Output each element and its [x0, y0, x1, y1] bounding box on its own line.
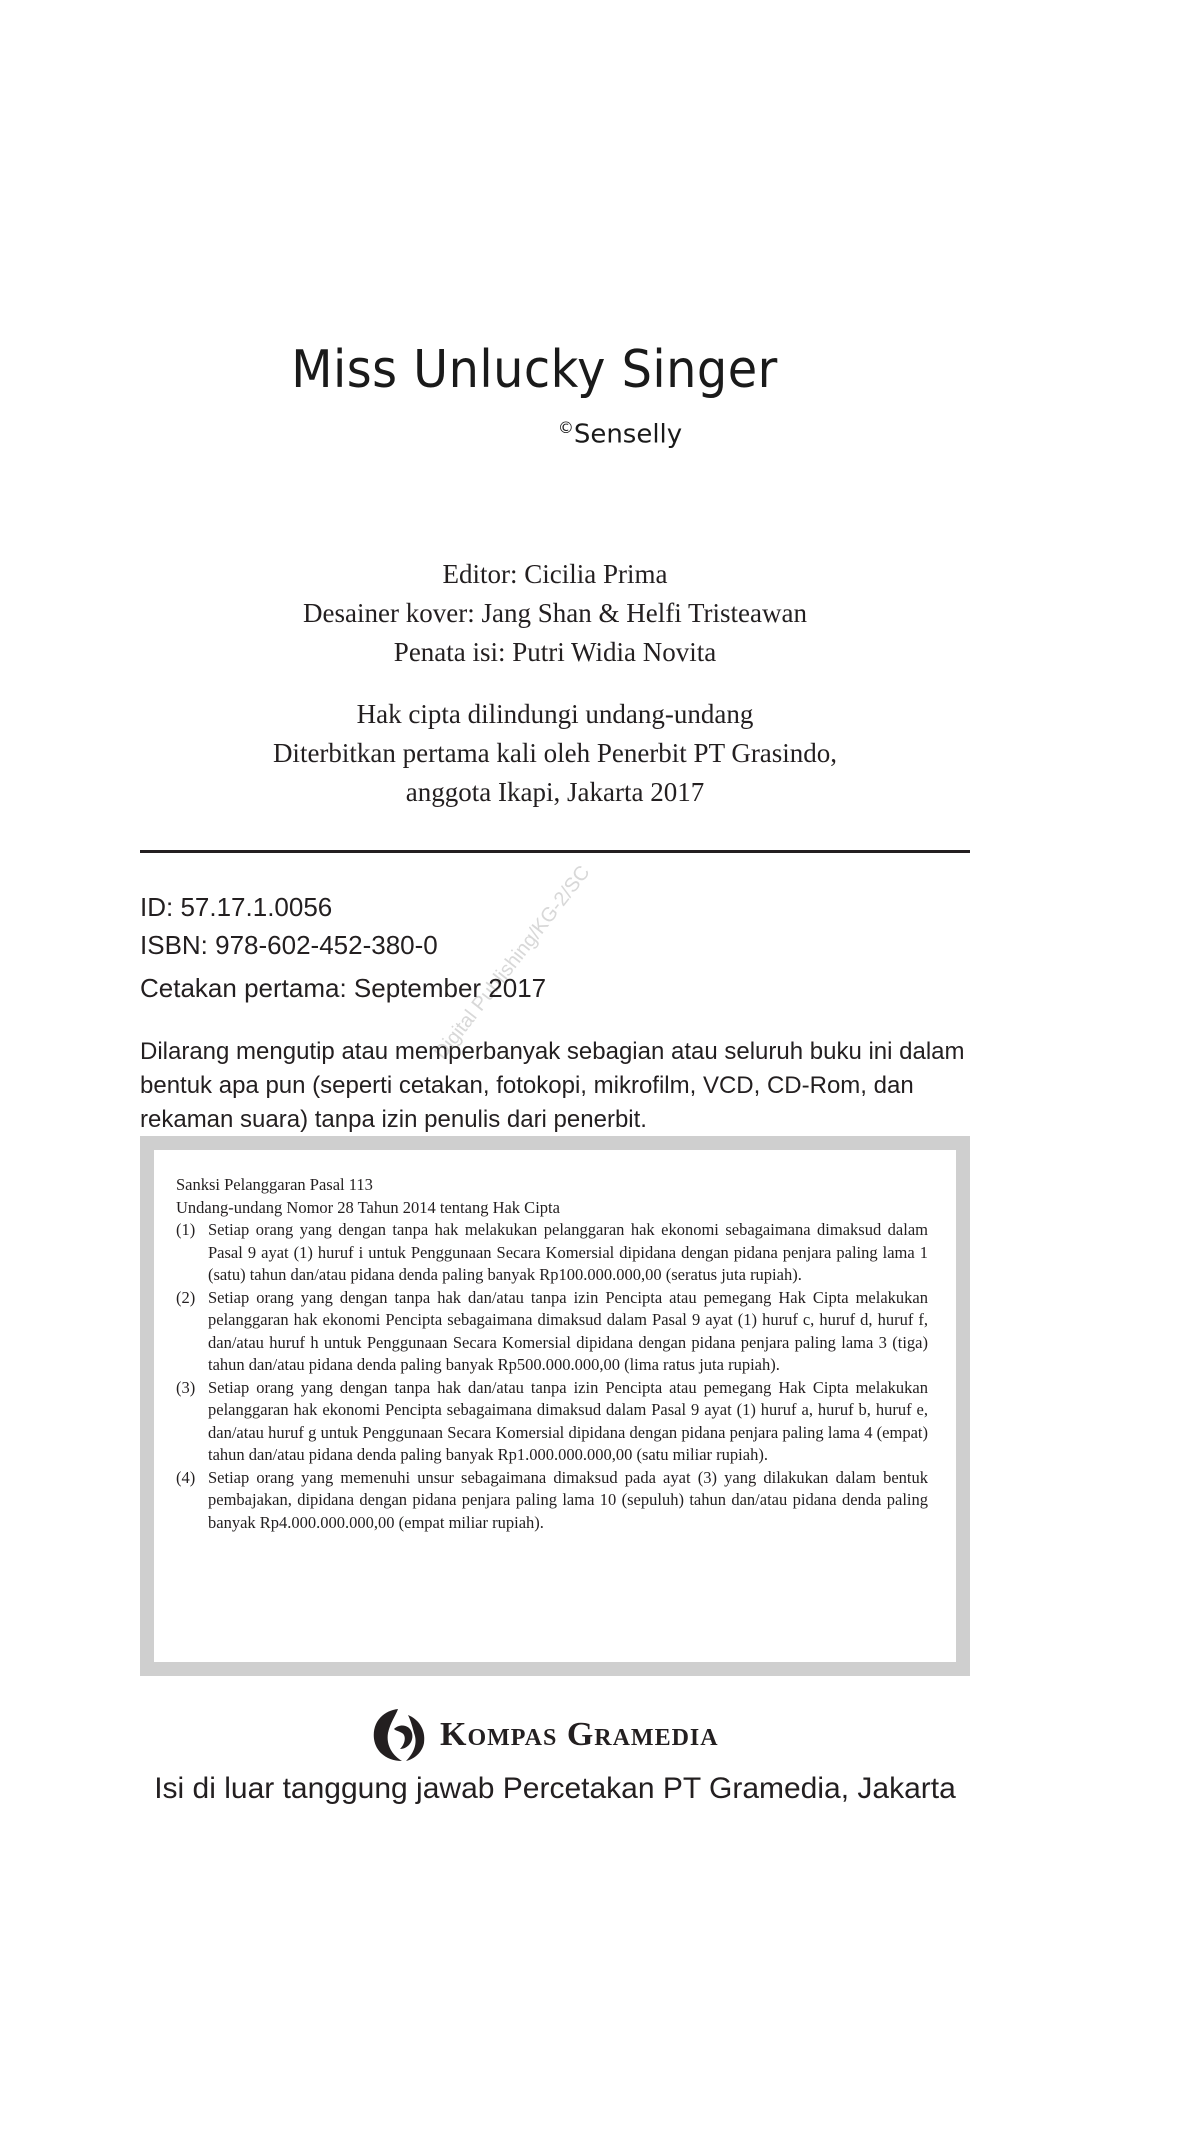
reproduction-notice: Dilarang mengutip atau memperbanyak sebagian atau seluruh buku ini dalam bentuk apa pun (seperti cetakan, fotokopi, mikrofilm, VCD, CD-Rom, dan rekaman suara) tanpa izin penulis dari penerbit. [140, 1038, 965, 1133]
sanctions-heading: Sanksi Pelanggaran Pasal 113 [176, 1175, 373, 1194]
copyright-symbol: © [557, 418, 574, 437]
publisher-line: Diterbitkan pertama kali oleh Penerbit PT Grasindo, [272, 738, 838, 768]
item-number: (2) [176, 1287, 196, 1307]
sanctions-law: Undang-undang Nomor 28 Tahun 2014 tentang Hak Cipta [176, 1197, 560, 1217]
kompas-gramedia-logo-icon [368, 1705, 430, 1765]
list-item [176, 1467, 928, 1535]
divider [140, 850, 970, 853]
credits-block [140, 555, 970, 672]
printer-disclaimer: Isi di luar tanggung jawab Percetakan PT Gramedia, Jakarta [154, 1772, 956, 1805]
list-item [176, 1287, 928, 1377]
sanctions-content [154, 1150, 956, 1662]
item-number: (1) [176, 1220, 196, 1239]
author-name: Senselly [573, 419, 683, 450]
book-id: ID: 57.17.1.0056 [140, 892, 333, 922]
item-text: Setiap orang yang dengan tanpa hak dan/atau tanpa izin Pencipta atau pemegang Hak Cipta melakukan pelanggaran hak ekonomi Pencipta sebagaimana dimaksud dalam Pasal 9 ayat (1) huruf a, huruf b, huruf e, dan/atau huruf g untuk Penggunaan Secara Komersial dipidana dengan pidana penjara paling lama 4 (empat) tahun dan/atau pidana denda paling banyak Rp1.000.000.000,00 (satu miliar rupiah). [208, 1377, 928, 1464]
watermark: Digital Publishing/KG-2/SC [430, 861, 595, 1064]
item-number: (3) [176, 1377, 196, 1397]
book-title: Miss Unlucky Singer [291, 340, 778, 400]
layout-credit: Penata isi: Putri Widia Novita [393, 637, 717, 667]
item-text: Setiap orang yang memenuhi unsur sebagaimana dimaksud pada ayat (3) yang dilakukan dalam bentuk pembajakan, dipidana dengan pidana penjara paling lama 10 (sepuluh) tahun dan/atau pidana denda paling banyak Rp4.000.000.000,00 (empat miliar rupiah). [208, 1467, 928, 1532]
list-item [176, 1377, 928, 1467]
logo-text: Kompas Gramedia [440, 1716, 719, 1753]
print-edition: Cetakan pertama: September 2017 [140, 973, 547, 1003]
sanctions-box [140, 1136, 970, 1676]
identifiers [140, 888, 970, 964]
publisher-logo [368, 1705, 768, 1765]
publisher-location: anggota Ikapi, Jakarta 2017 [405, 777, 705, 807]
item-text: Setiap orang yang dengan tanpa hak melakukan pelanggaran hak ekonomi sebagaimana dimaksud dalam Pasal 9 ayat (1) huruf i untuk Penggunaan Secara Komersial dipidana dengan pidana penjara paling lama 1 (satu) tahun dan/atau pidana denda paling banyak Rp100.000.000,00 (seratus juta rupiah). [208, 1220, 928, 1284]
publishing-info [140, 695, 970, 812]
isbn: ISBN: 978-602-452-380-0 [140, 930, 438, 960]
copyright-statement: Hak cipta dilindungi undang-undang [356, 699, 754, 729]
editor-credit: Editor: Cicilia Prima [442, 559, 668, 589]
author-line [470, 418, 770, 450]
list-item [176, 1219, 928, 1287]
sanctions-list [176, 1219, 928, 1534]
cover-designer-credit: Desainer kover: Jang Shan & Helfi Tristeawan [303, 598, 807, 628]
item-text: Setiap orang yang dengan tanpa hak dan/atau tanpa izin Pencipta atau pemegang Hak Cipta melakukan pelanggaran hak ekonomi Pencipta sebagaimana dimaksud dalam Pasal 9 ayat (1) huruf c, huruf d, huruf f, dan/atau huruf h untuk Penggunaan Secara Komersial dipidana dengan pidana penjara paling lama 3 (tiga) tahun dan/atau pidana denda paling banyak Rp500.000.000,00 (lima ratus juta rupiah). [208, 1287, 928, 1374]
item-number: (4) [176, 1467, 196, 1487]
